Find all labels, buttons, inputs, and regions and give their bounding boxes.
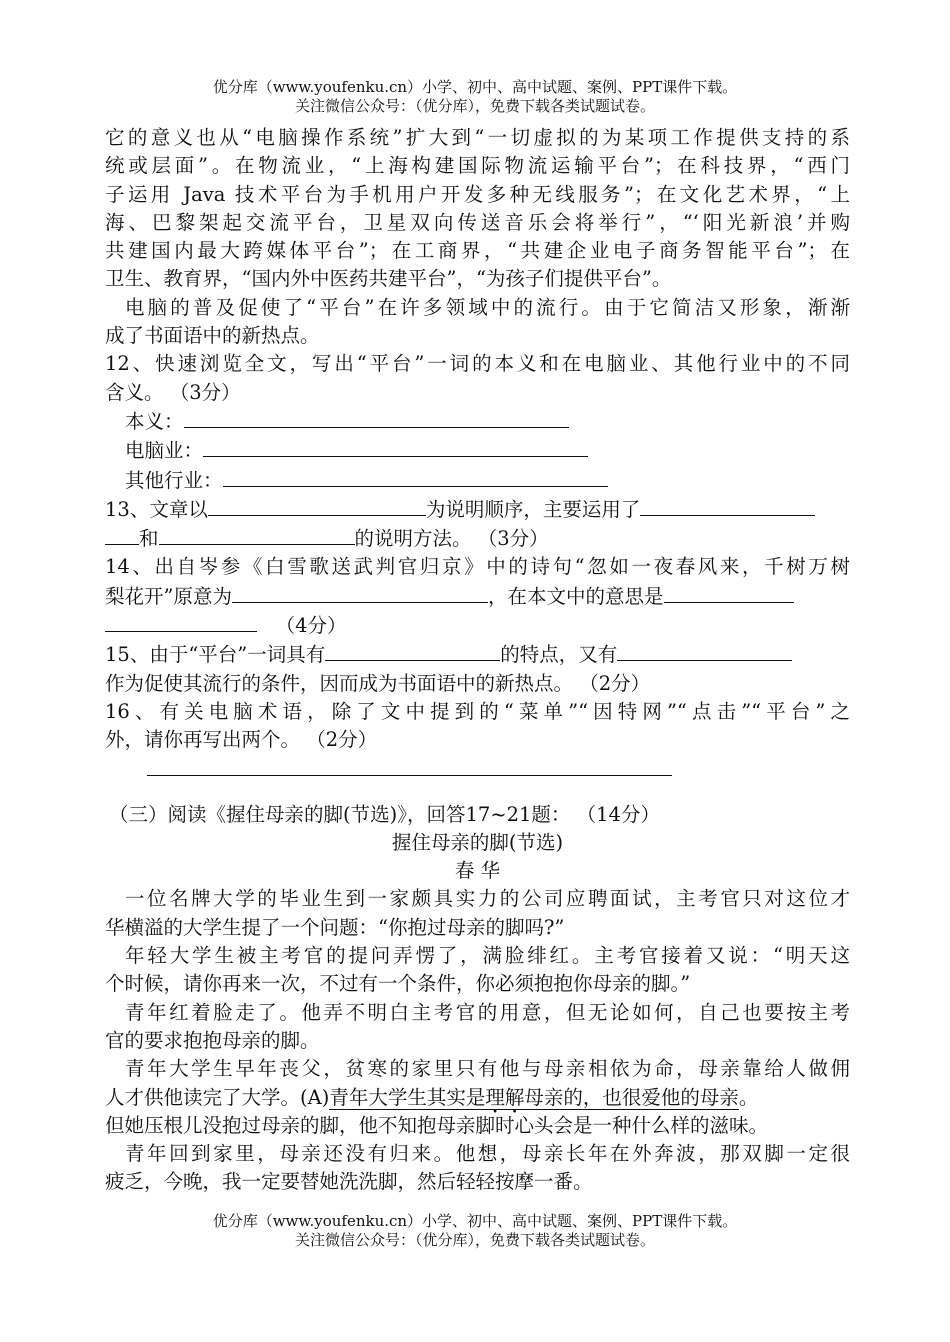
q14-text-b: ，在本文中的意思是 bbox=[487, 584, 664, 608]
dotted-char-1: 理 bbox=[485, 1085, 505, 1109]
question-12-points: 含义。 （3分） bbox=[105, 380, 241, 404]
underlined-sentence bbox=[329, 1086, 739, 1110]
footer-line-1: 优分库（www.youfenku.cn）小学、初中、高中试题、案例、PPT课件下载。 bbox=[212, 1212, 738, 1230]
q13-text-c: 和 bbox=[139, 527, 159, 551]
para-4-period: 。 bbox=[738, 1085, 759, 1109]
question-15-cont: 作为促使其流行的条件，因而成为书面语中的新热点。 （2分） bbox=[105, 671, 651, 695]
q12-answer-other bbox=[105, 466, 850, 495]
question-14-cont bbox=[105, 582, 850, 611]
document-body bbox=[105, 124, 850, 1197]
q12-blank-other[interactable] bbox=[223, 466, 608, 487]
question-12: 12、快速浏览全文，写出“平台”一词的本义和在电脑业、其他行业中的不同 bbox=[105, 352, 850, 376]
question-16: 16、有关电脑术语，除了文中提到的“菜单”“因特网”“点击”“平台”之 bbox=[105, 699, 850, 723]
q14-text-a: 梨花开”原意为 bbox=[105, 584, 232, 608]
question-13 bbox=[105, 495, 850, 524]
q12-blank-computer[interactable] bbox=[203, 436, 588, 457]
passage-line: 电脑的普及促使了“平台”在许多领域中的流行。由于它简洁又形象，渐渐 bbox=[125, 295, 850, 319]
q14-blank-original[interactable] bbox=[232, 582, 488, 603]
spacer bbox=[105, 785, 850, 801]
header-line-2: 关注微信公众号：（优分库），免费下载各类试题试卷。 bbox=[294, 97, 655, 115]
passage-line: 成了书面语中的新热点。 bbox=[105, 324, 320, 348]
q15-text-b: 的特点，又有 bbox=[500, 643, 618, 667]
q14-blank-meaning-cont[interactable] bbox=[105, 611, 257, 632]
q12-label-other: 其他行业： bbox=[125, 468, 223, 492]
article-para-4-line-2 bbox=[105, 1084, 850, 1112]
footer-line-2: 关注微信公众号：（优分库），免费下载各类试题试卷。 bbox=[294, 1231, 655, 1249]
q16-blank[interactable] bbox=[147, 755, 672, 776]
q12-answer-original bbox=[105, 407, 850, 436]
q13-blank-method-2[interactable] bbox=[159, 524, 355, 545]
question-14: 14、出自岑参《白雪歌送武判官归京》中的诗句“忽如一夜春风来，千树万树 bbox=[105, 555, 850, 579]
article-para-3-line-1: 青年红着脸走了。他弄不明白主考官的用意，但无论如何，自己也要按主考 bbox=[125, 1000, 850, 1024]
passage-line: 共建国内最大跨媒体平台”；在工商界，“共建企业电子商务智能平台”；在 bbox=[105, 239, 850, 263]
q12-answer-computer bbox=[105, 436, 850, 465]
q13-blank-method-1[interactable] bbox=[640, 495, 815, 516]
article-para-5-line-1: 青年回到家里，母亲还没有归来。他想，母亲长年在外奔波，那双脚一定很 bbox=[125, 1142, 850, 1166]
passage-line: 卫生、教育界，“国内外中医药共建平台”，“为孩子们提供平台”。 bbox=[105, 267, 672, 291]
article-para-2-line-1: 年轻大学生被主考官的提问弄愣了，满脸绯红。主考官接着又说：“明天这 bbox=[125, 944, 850, 968]
question-14-end bbox=[105, 611, 850, 640]
article-title: 握住母亲的脚(节选) bbox=[391, 830, 564, 854]
q13-text-a: 13、文章以 bbox=[105, 497, 208, 521]
underlined-part-2: 母亲的，也很爱他的母亲 bbox=[524, 1085, 739, 1109]
passage-line: 它的意义也从“电脑操作系统”扩大到“一切虚拟的为某项工作提供支持的系 bbox=[105, 126, 850, 149]
article-para-4-line-3: 但她压根儿没抱过母亲的脚，他不知抱母亲脚时心头会是一种什么样的滋味。 bbox=[105, 1113, 769, 1137]
article-para-4-line-1: 青年大学生早年丧父，贫寒的家里只有他与母亲相依为命，母亲靠给人做佣 bbox=[125, 1057, 850, 1081]
q13-blank-method-1-cont[interactable] bbox=[105, 524, 139, 545]
q14-points: （4分） bbox=[275, 614, 347, 638]
question-15 bbox=[105, 640, 850, 669]
underlined-part-1: 青年大学生其实是 bbox=[329, 1085, 486, 1109]
question-16-cont: 外，请你再写出两个。 （2分） bbox=[105, 728, 378, 752]
page-header bbox=[0, 78, 950, 116]
q13-text-d: 的说明方法。 （3分） bbox=[354, 527, 549, 551]
page-footer bbox=[0, 1212, 950, 1250]
q14-blank-meaning[interactable] bbox=[664, 582, 794, 603]
q15-text-a: 15、由于“平台”一词具有 bbox=[105, 643, 326, 667]
q12-label-computer: 电脑业： bbox=[125, 439, 204, 463]
article-para-1-line-1: 一位名牌大学的毕业生到一家颇具实力的公司应聘面试，主考官只对这位才 bbox=[125, 887, 850, 911]
header-line-1: 优分库（www.youfenku.cn）小学、初中、高中试题、案例、PPT课件下载。 bbox=[212, 78, 738, 96]
passage-line: 子运用 Java 技术平台为手机用户开发多种无线服务”；在文化艺术界，“上 bbox=[105, 182, 850, 206]
dotted-char-2: 解 bbox=[504, 1085, 525, 1109]
article-author: 春 华 bbox=[454, 859, 501, 883]
article-para-2-line-2: 个时候，请你再来一次，不过有一个条件，你必须抱抱你母亲的脚。” bbox=[105, 972, 691, 996]
question-13-cont bbox=[105, 524, 850, 553]
section-3-intro: （三）阅读《握住母亲的脚(节选)》，回答17~21题： （14分） bbox=[109, 802, 660, 826]
passage-line: 统或层面”。在物流业，“上海构建国际物流运输平台”；在科技界，“西门 bbox=[105, 154, 850, 178]
q16-answer-line bbox=[105, 755, 850, 785]
para-4-marker-a: 人才供他读完了大学。(A) bbox=[105, 1085, 330, 1109]
q13-blank-order[interactable] bbox=[208, 495, 426, 516]
passage-line: 海、巴黎架起交流平台，卫星双向传送音乐会将举行”，“‘阳光新浪’并购 bbox=[105, 210, 850, 234]
q13-text-b: 为说明顺序，主要运用了 bbox=[425, 497, 641, 521]
q12-blank-original[interactable] bbox=[184, 407, 569, 428]
article-para-3-line-2: 官的要求抱抱母亲的脚。 bbox=[105, 1028, 320, 1052]
article-para-5-line-2: 疲乏，今晚，我一定要替她洗洗脚，然后轻轻按摩一番。 bbox=[105, 1170, 593, 1194]
q15-blank-condition[interactable] bbox=[617, 640, 792, 661]
article-para-1-line-2: 华横溢的大学生提了一个问题：“你抱过母亲的脚吗?” bbox=[105, 915, 565, 939]
q15-blank-feature[interactable] bbox=[325, 640, 500, 661]
q12-label-original: 本义： bbox=[125, 409, 184, 433]
